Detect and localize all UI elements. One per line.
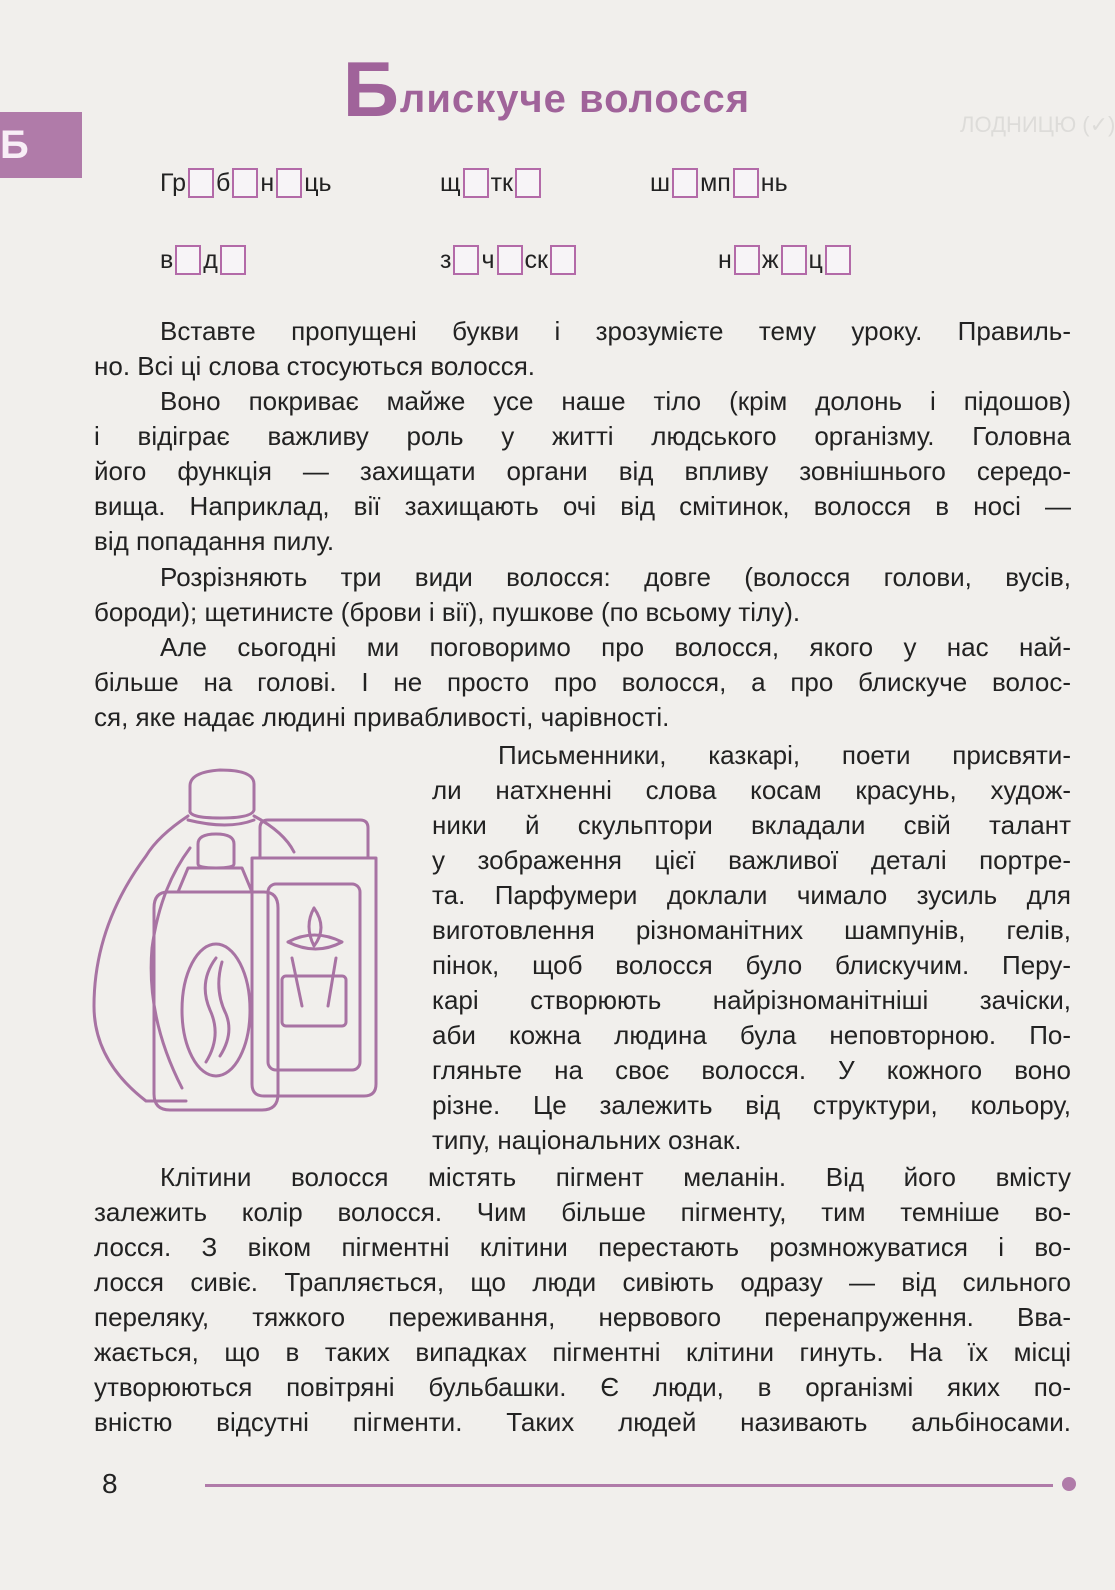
text-line: різне. Це залежить від структури, кольору, [432,1090,1071,1120]
paragraph-6 [94,1160,1071,1440]
text-line: виготовлення різноманітних шампунів, гелів, [432,915,1071,945]
puzzle-letters: Гр [160,168,187,197]
puzzle-letters: нь [760,168,788,197]
page-title [0,44,1093,135]
text-line: від попадання пилу. [94,526,335,556]
puzzle-letters: н [718,245,732,274]
title-rest: лискуче волосся [399,77,751,121]
puzzle-word-2 [440,163,543,203]
text-line: переляку, тяжкого переживання, нервового перенапруження. Вва- [94,1302,1071,1332]
shampoo-bottles-illustration [92,758,392,1118]
paragraph-1 [94,314,1071,384]
text-line: Вставте пропущені букви і зрозумієте тему уроку. Правиль- [160,316,1071,346]
text-line: його функція — захищати органи від впливу зовнішнього середо- [94,456,1071,486]
puzzle-letters: тк [490,168,513,197]
text-line: бороди); щетинисте (брови і вії), пушкове (по всьому тілу). [94,597,801,627]
missing-letter-box[interactable] [453,245,479,275]
text-line: пінок, щоб волосся було блискучим. Перу- [432,950,1071,980]
missing-letter-box[interactable] [276,168,302,198]
puzzle-letters: мп [700,168,731,197]
missing-letter-box[interactable] [463,168,489,198]
text-line: Воно покриває майже усе наше тіло (крім долонь і підошов) [160,386,1071,416]
missing-letter-box[interactable] [220,245,246,275]
puzzle-letters: д [203,245,218,274]
puzzle-letters: ск [524,245,548,274]
missing-letter-box[interactable] [188,168,214,198]
bleed-through-text: ЛОДНИЦЮ (✓) [960,112,1115,137]
text-line: Розрізняють три види волосся: довге (волосся голови, вусів, [160,562,1071,592]
puzzle-word-1 [160,163,332,203]
text-line: і відіграє важливу роль у житті людського організму. Головна [94,421,1071,451]
missing-letter-box[interactable] [175,245,201,275]
paragraph-3 [94,560,1071,630]
text-line: ники й скульптори вкладали свій талант [432,810,1071,840]
text-line: вища. Наприклад, вії захищають очі від смітинок, волосся в носі — [94,491,1071,521]
puzzle-letters: б [216,168,231,197]
puzzle-word-4 [160,240,248,280]
text-line: лосся сивіє. Трапляється, що люди сивіють одразу — від сильного [94,1267,1071,1297]
missing-letter-box[interactable] [733,168,759,198]
missing-letter-box[interactable] [781,245,807,275]
puzzle-letters: н [260,168,275,197]
text-line: аби кожна людина була неповторною. По- [432,1020,1071,1050]
text-line: карі створюють найрізноманітніші зачіски, [432,985,1071,1015]
missing-letter-box[interactable] [825,245,851,275]
text-line: лосся. З віком пігментні клітини перестають розмножуватися і во- [94,1232,1071,1262]
missing-letter-box[interactable] [232,168,258,198]
puzzle-letters: в [160,245,174,274]
text-line: ся, яке надає людині привабливості, чарівності. [94,702,670,732]
text-line: Письменники, казкарі, поети присвяти- [498,740,1071,770]
puzzle-word-6 [718,240,853,280]
section-tab-letter: Б [0,123,29,167]
puzzle-letters: ч [481,245,495,274]
text-line: більше на голові. І не просто про волосся, а про блискуче волос- [94,667,1071,697]
puzzle-letters: ц [808,245,823,274]
text-line: жається, що в таких випадках пігментні клітини гинуть. На їх місці [94,1337,1071,1367]
missing-letter-box[interactable] [515,168,541,198]
text-line: вністю відсутні пігменти. Таких людей називають альбіносами. [94,1407,1071,1437]
paragraph-5 [432,738,1071,1158]
missing-letter-box[interactable] [672,168,698,198]
text-line: гляньте на своє волосся. У кожного воно [432,1055,1071,1085]
text-line: та. Парфумери доклали чимало зусиль для [432,880,1071,910]
missing-letter-box[interactable] [550,245,576,275]
puzzle-letters: з [440,245,452,274]
puzzle-letters: ж [761,245,779,274]
title-capital: Б [342,45,400,133]
text-line: утворюються повітряні бульбашки. Є люди, в організмі яких по- [94,1372,1071,1402]
text-line: залежить колір волосся. Чим більше пігменту, тим темніше во- [94,1197,1071,1227]
paragraph-4 [94,630,1071,735]
text-line: но. Всі ці слова стосуються волосся. [94,351,536,381]
missing-letter-box[interactable] [497,245,523,275]
footer-dot-icon [1062,1477,1076,1491]
text-line: у зображення цієї важливої деталі портре- [432,845,1071,875]
text-line: Клітини волосся містять пігмент меланін. Від його вмісту [160,1162,1071,1192]
paragraph-2 [94,384,1071,559]
missing-letter-box[interactable] [734,245,760,275]
puzzle-word-3 [650,163,788,203]
text-line: типу, національних ознак. [432,1125,742,1155]
text-line: ли натхненні слова косам красунь, худож- [432,775,1071,805]
puzzle-letters: ць [304,168,332,197]
puzzle-letters: щ [440,168,461,197]
puzzle-word-5 [440,240,578,280]
page-number: 8 [102,1468,118,1499]
text-line: Але сьогодні ми поговоримо про волосся, якого у нас най- [160,632,1071,662]
footer-rule [205,1484,1053,1487]
puzzle-letters: ш [650,168,671,197]
